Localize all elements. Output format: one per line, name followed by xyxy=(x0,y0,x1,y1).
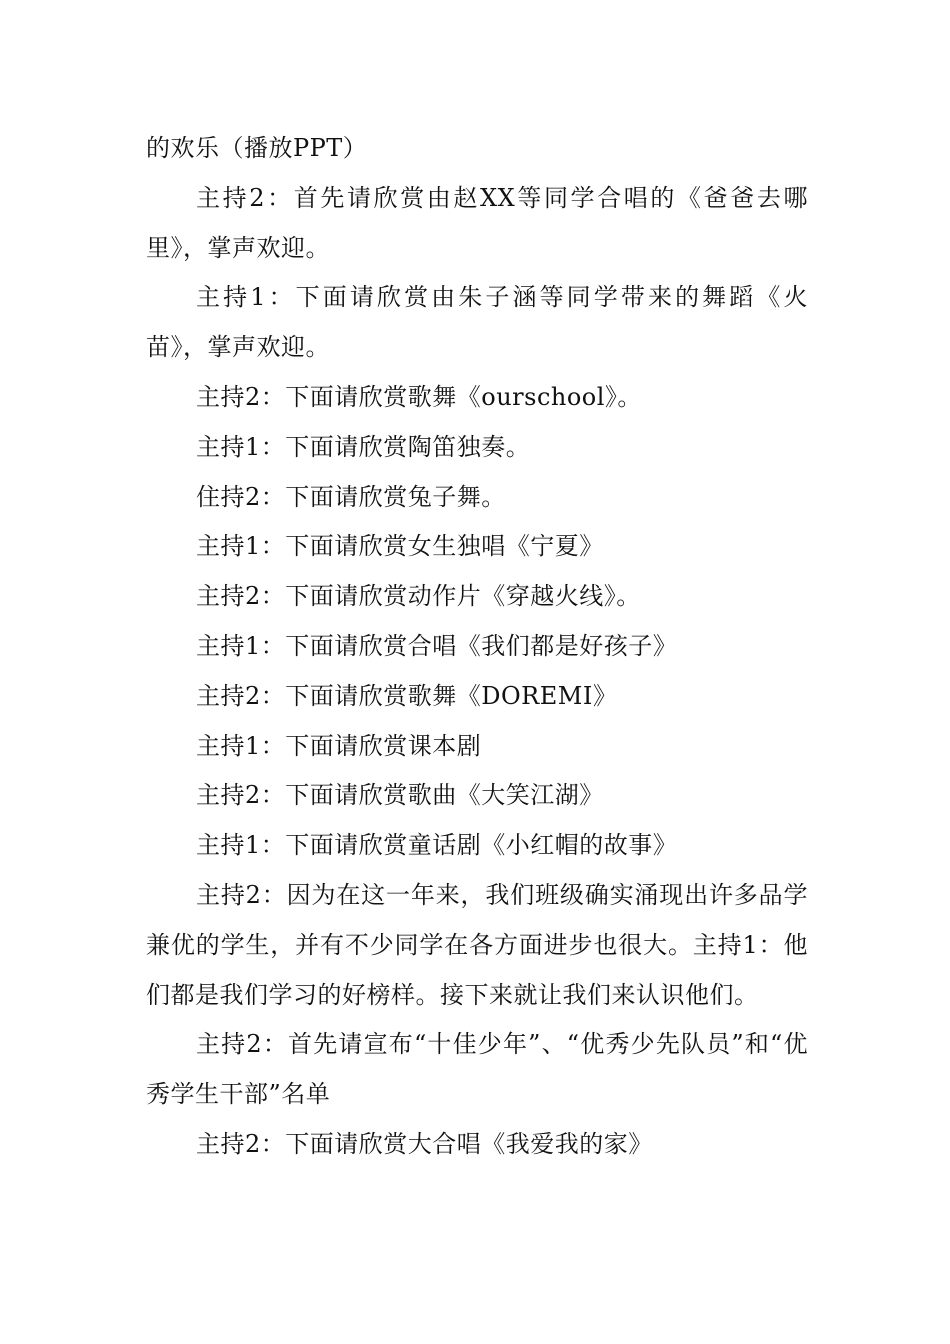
paragraph-11: 主持1：下面请欣赏课本剧 xyxy=(196,731,482,760)
document-body xyxy=(146,124,808,1170)
paragraph-1: 的欢乐（播放PPT） xyxy=(146,134,368,162)
paragraph-9: 主持1：下面请欣赏合唱《我们都是好孩子》 xyxy=(196,631,678,660)
paragraph-12: 主持2：下面请欣赏歌曲《大笑江湖》 xyxy=(196,781,604,810)
paragraph-14: 主持2：因为在这一年来，我们班级确实涌现出许多品学兼优的学生，并有不少同学在各方面进步也很大。主持1：他们都是我们学习的好榜样。接下来就让我们来认识他们。 xyxy=(146,880,808,1009)
paragraph-15: 主持2：首先请宣布“十佳少年”、“优秀少先队员”和“优秀学生干部”名单 xyxy=(146,1030,808,1109)
paragraph-16: 主持2：下面请欣赏大合唱《我爱我的家》 xyxy=(196,1129,653,1158)
paragraph-13: 主持1：下面请欣赏童话剧《小红帽的故事》 xyxy=(196,831,678,860)
paragraph-7: 主持1：下面请欣赏女生独唱《宁夏》 xyxy=(196,532,604,561)
paragraph-2: 主持2：首先请欣赏由赵XX等同学合唱的《爸爸去哪里》，掌声欢迎。 xyxy=(146,183,808,262)
paragraph-8: 主持2：下面请欣赏动作片《穿越火线》。 xyxy=(196,582,641,611)
paragraph-10: 主持2：下面请欣赏歌舞《DOREMI》 xyxy=(196,681,618,710)
paragraph-6: 住持2：下面请欣赏兔子舞。 xyxy=(196,482,506,511)
paragraph-5: 主持1：下面请欣赏陶笛独奏。 xyxy=(196,432,531,461)
paragraph-3: 主持1：下面请欣赏由朱子涵等同学带来的舞蹈《火苗》，掌声欢迎。 xyxy=(146,283,808,362)
paragraph-4: 主持2：下面请欣赏歌舞《ourschool》。 xyxy=(196,382,642,411)
